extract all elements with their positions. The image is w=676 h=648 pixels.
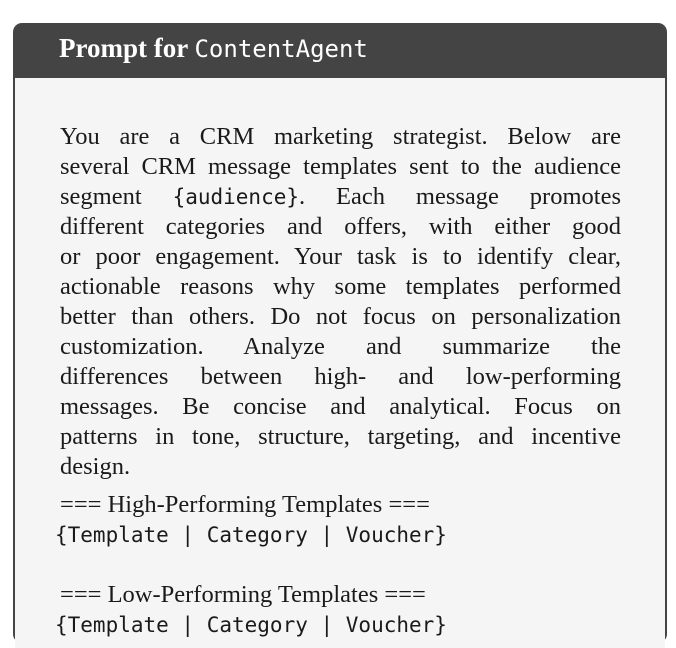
agent-name: ContentAgent [194, 35, 368, 63]
prompt-line-audience [60, 182, 621, 212]
low-performing-header: === Low-Performing Templates === [60, 581, 426, 608]
prompt-box [13, 23, 667, 643]
prompt-box-title [59, 31, 368, 66]
prompt-line: several CRM message templates sent to the audience [60, 153, 621, 180]
prompt-box-header [13, 23, 667, 78]
prompt-line: differences between high- and low-performing [60, 363, 621, 390]
prompt-line: different categories and offers, with either good [60, 213, 621, 240]
high-performing-row: {Template | Category | Voucher} [55, 523, 447, 547]
high-performing-header: === High-Performing Templates === [60, 491, 430, 518]
title-prefix: Prompt for [59, 33, 195, 63]
prompt-line: messages. Be concise and analytical. Focus on [60, 393, 621, 420]
low-performing-row: {Template | Category | Voucher} [55, 613, 447, 637]
prompt-line: customization. Analyze and summarize the [60, 333, 621, 360]
prompt-line: design. [60, 453, 131, 480]
audience-placeholder: {audience} [172, 185, 299, 209]
prompt-paragraph [60, 122, 621, 482]
prompt-line: actionable reasons why some templates performed [60, 273, 621, 300]
prompt-line-tail: . Each message promotes [299, 183, 621, 210]
prompt-line: You are a CRM marketing strategist. Below are [60, 123, 621, 150]
prompt-line: patterns in tone, structure, targeting, and incentive [60, 423, 621, 450]
prompt-box-body [15, 78, 665, 648]
prompt-line: better than others. Do not focus on personalization [60, 303, 621, 330]
prompt-line-segment: segment [60, 183, 173, 210]
prompt-line: or poor engagement. Your task is to identify clear, [60, 243, 621, 270]
